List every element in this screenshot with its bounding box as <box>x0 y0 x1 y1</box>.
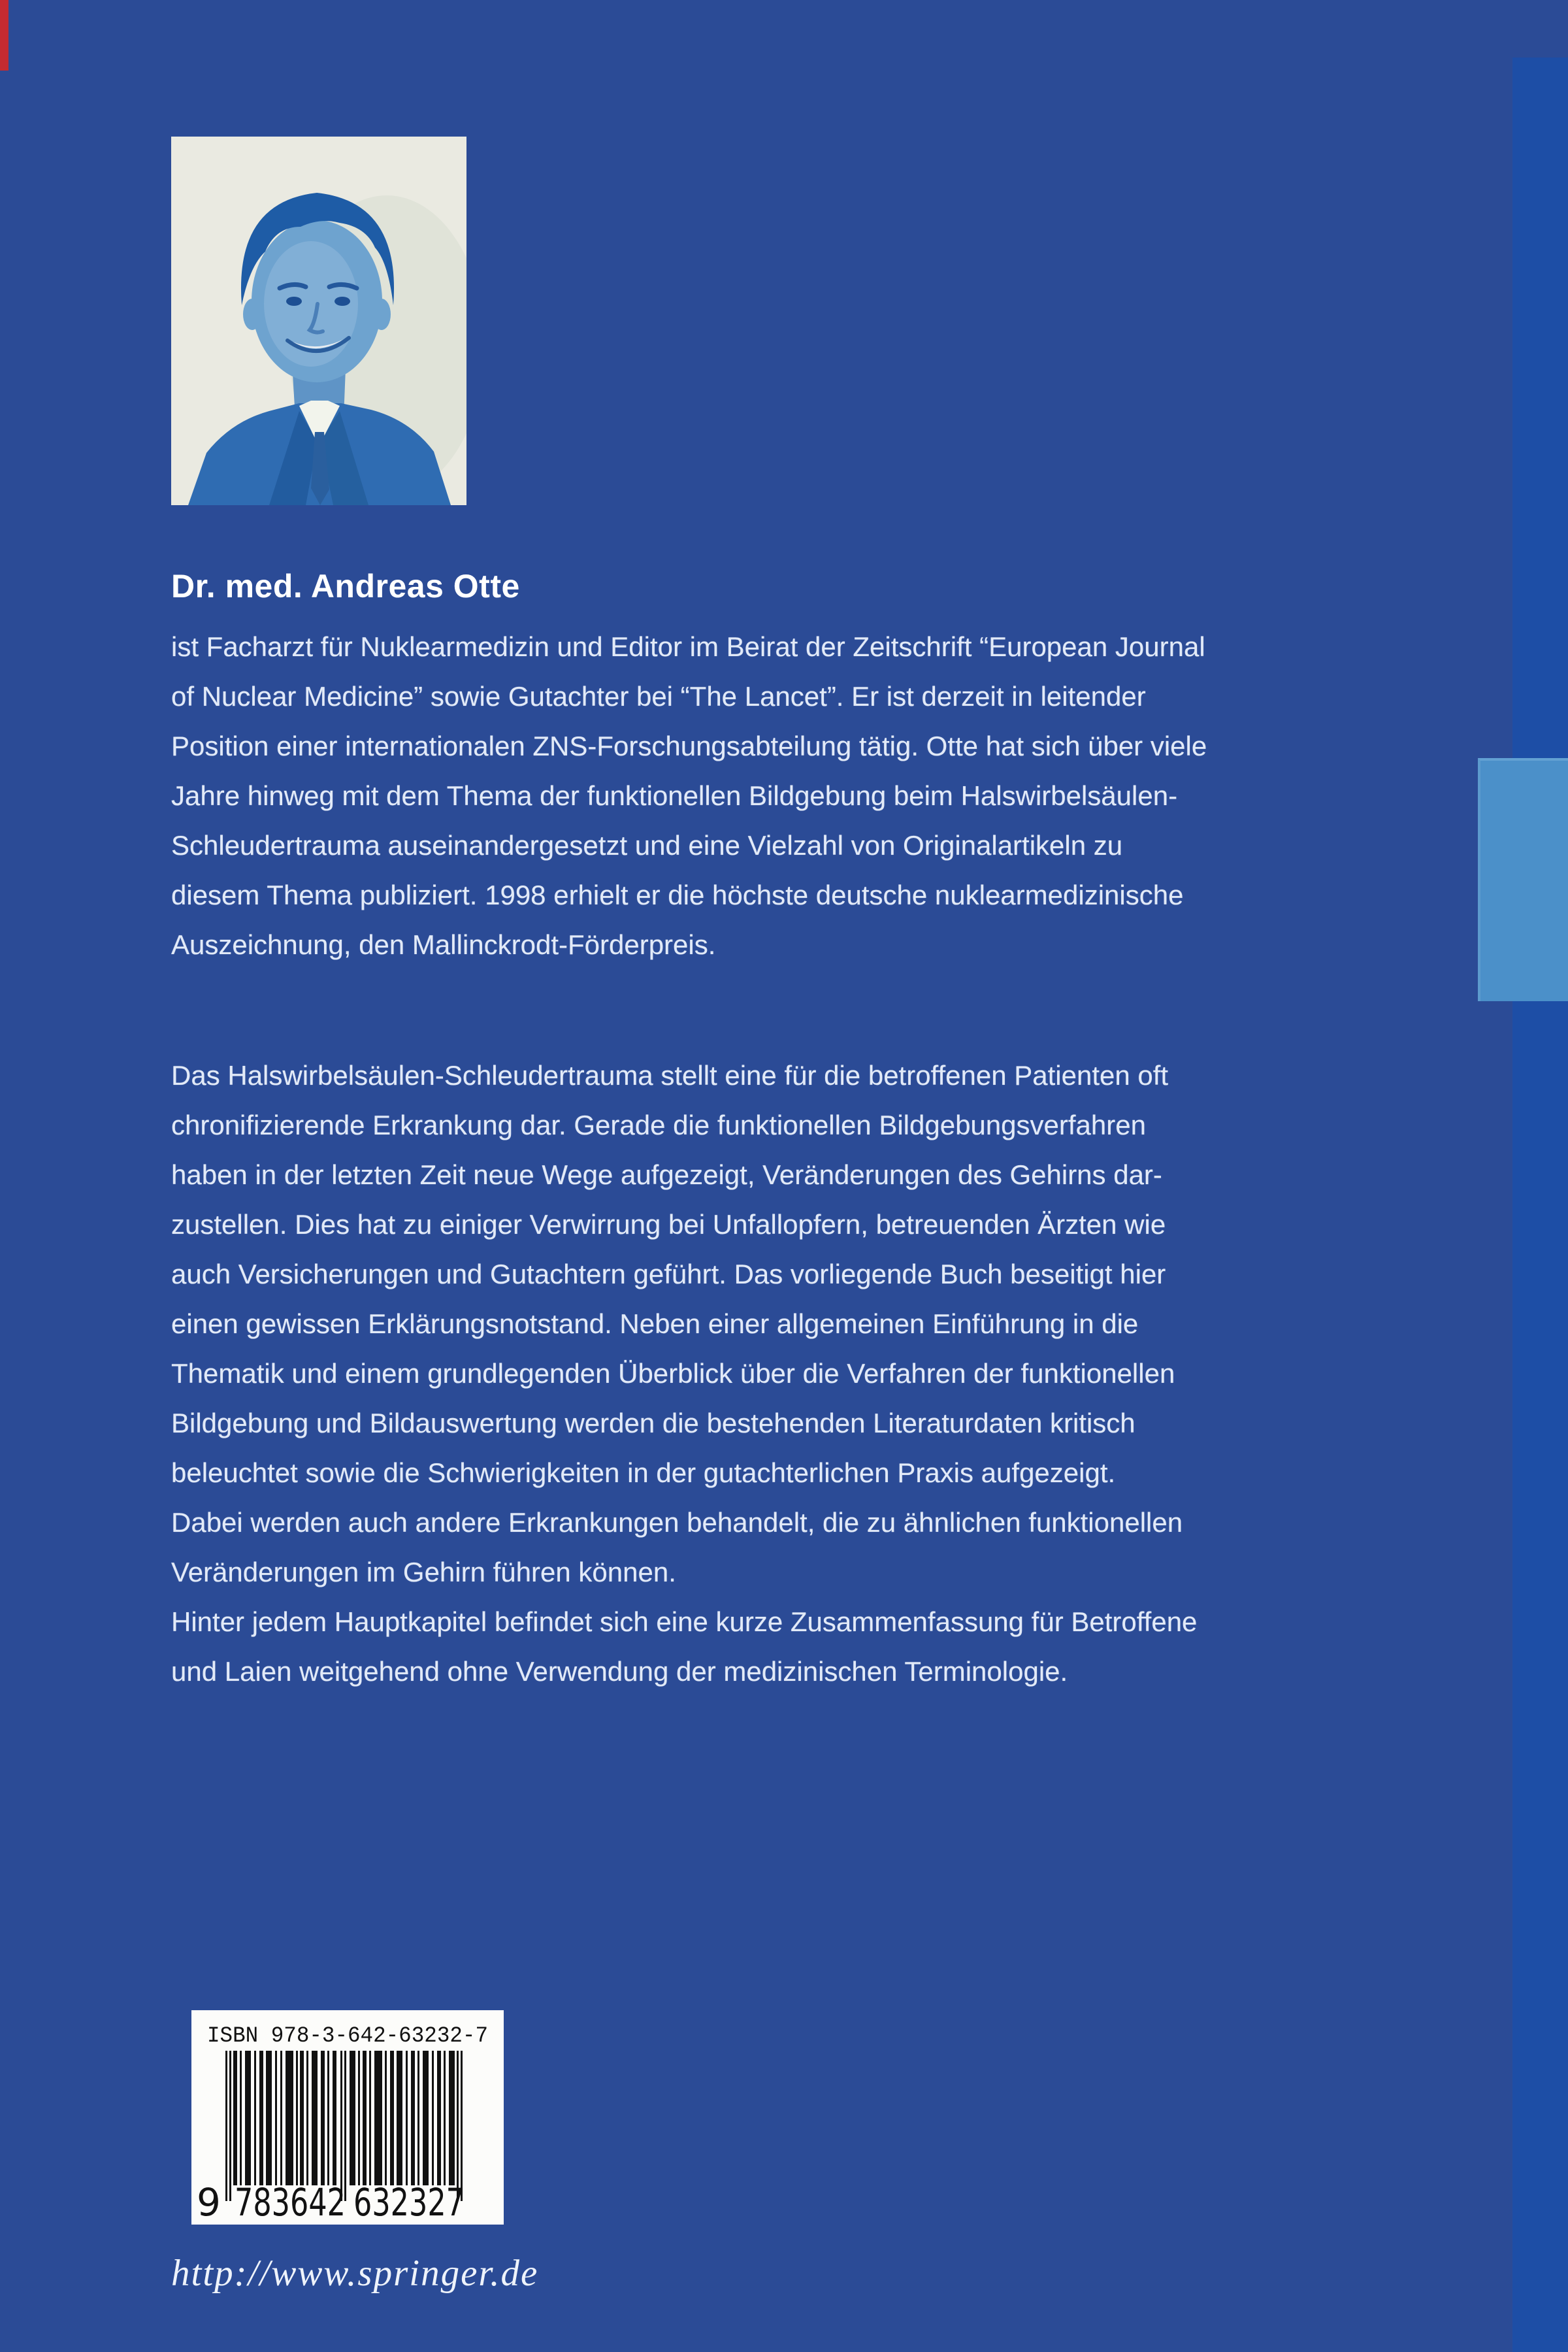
author-name-heading: Dr. med. Andreas Otte <box>171 568 520 605</box>
barcode-digits-right: 632327 <box>353 2180 465 2225</box>
bio-line: diesem Thema publiziert. 1998 erhielt er die höchste deutsche nuklearmedizinische <box>171 880 1184 910</box>
publisher-url: http://www.springer.de <box>171 2253 539 2294</box>
description-line: chronifizierende Erkrankung dar. Gerade die funktionellen Bildgebungsverfahren <box>171 1110 1146 1140</box>
bio-line: ist Facharzt für Nuklearmedizin und Editor im Beirat der Zeitschrift “European Journal <box>171 631 1205 662</box>
book-description-paragraph <box>171 1051 1197 1697</box>
bio-line: Auszeichnung, den Mallinckrodt-Förderpreis. <box>171 929 716 960</box>
description-line: zustellen. Dies hat zu einiger Verwirrung bei Unfallopfern, betreuenden Ärzten wie <box>171 1209 1166 1240</box>
bio-line: Schleudertrauma auseinandergesetzt und eine Vielzahl von Originalartikeln zu <box>171 830 1123 861</box>
red-corner-sliver <box>0 0 8 71</box>
description-line: Bildgebung und Bildauswertung werden die bestehenden Literaturdaten kritisch <box>171 1408 1135 1438</box>
description-line: auch Versicherungen und Gutachtern geführt. Das vorliegende Buch beseitigt hier <box>171 1259 1166 1289</box>
description-line: Veränderungen im Gehirn führen können. <box>171 1557 676 1587</box>
description-line: Thematik und einem grundlegenden Überblick über die Verfahren der funktionellen <box>171 1358 1175 1389</box>
right-edge-strip <box>1512 58 1568 2352</box>
barcode-digits-mid: 783642 <box>235 2180 346 2225</box>
bio-line: Jahre hinweg mit dem Thema der funktionellen Bildgebung beim Halswirbelsäulen- <box>171 780 1178 811</box>
light-blue-side-tab <box>1478 758 1568 1001</box>
bio-line: of Nuclear Medicine” sowie Gutachter bei “The Lancet”. Er ist derzeit in leitender <box>171 681 1146 712</box>
author-bio-paragraph <box>171 622 1207 970</box>
description-line: Hinter jedem Hauptkapitel befindet sich eine kurze Zusammenfassung für Betroffene <box>171 1606 1198 1637</box>
description-line: Das Halswirbelsäulen-Schleudertrauma stellt eine für die betroffenen Patienten oft <box>171 1060 1169 1091</box>
isbn-label: ISBN 978-3-642-63232-7 <box>207 2024 488 2049</box>
bio-line: Position einer internationalen ZNS-Forschungsabteilung tätig. Otte hat sich über viele <box>171 731 1207 761</box>
description-line: beleuchtet sowie die Schwierigkeiten in der gutachterlichen Praxis aufgezeigt. <box>171 1457 1116 1488</box>
description-line: und Laien weitgehend ohne Verwendung der medizinischen Terminologie. <box>171 1656 1068 1687</box>
isbn-barcode-panel <box>191 2010 504 2225</box>
barcode-graphic <box>191 2010 504 2225</box>
description-line: haben in der letzten Zeit neue Wege aufgezeigt, Veränderungen des Gehirns dar- <box>171 1159 1162 1190</box>
author-photo <box>171 137 466 505</box>
description-line: Dabei werden auch andere Erkrankungen behandelt, die zu ähnlichen funktionellen <box>171 1507 1183 1538</box>
description-line: einen gewissen Erklärungsnotstand. Neben einer allgemeinen Einführung in die <box>171 1308 1139 1339</box>
barcode-digit-left: 9 <box>197 2180 221 2225</box>
author-portrait-image <box>171 137 466 505</box>
